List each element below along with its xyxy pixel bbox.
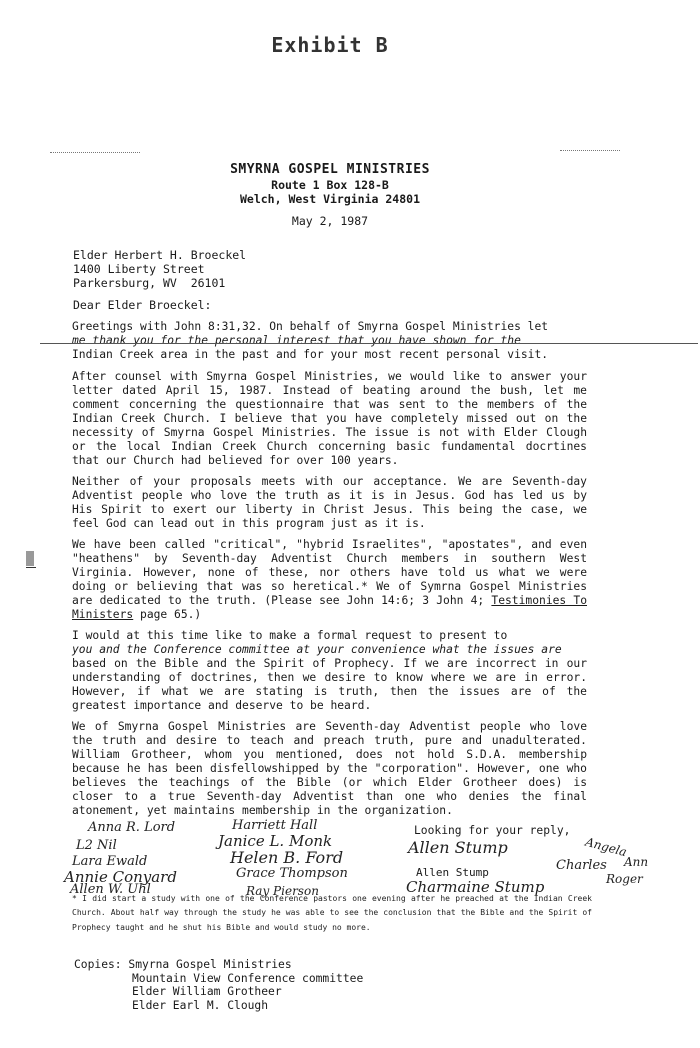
handwritten-signature: Lara Ewald [72,854,148,869]
scan-rule-right [560,150,620,151]
paragraph-1-line-italic: me thank you for the personal interest that you have shown for the [72,334,521,347]
handwritten-signature: Charmaine Stump [406,878,545,896]
copies-recipient: Elder Earl M. Clough [132,998,269,1012]
paragraph-5-line: I would at this time like to make a formal request to present to [72,629,508,642]
recipient-line: Elder Herbert H. Broeckel [73,248,247,262]
paragraph-5-line-italic: you and the Conference committee at your convenience what the issues are [72,643,562,656]
handwritten-signature: Allen Stump [408,838,508,857]
handwritten-signature: Grace Thompson [236,866,348,881]
paragraph-5-text: based on the Bible and the Spirit of Prophecy. If we are incorrect in our understanding of doctrines, then we desire to know where we are in error. However, if what we are stating is truth, then the issues are of the greatest importance and deserve to be heard. [72,657,587,712]
copies-recipient: Mountain View Conference committee [132,971,364,985]
margin-mark [26,567,36,568]
handwritten-signature: Janice L. Monk [218,832,333,850]
handwritten-signature: Annie Conyard [64,868,177,886]
recipient-line: Parkersburg, WV 26101 [73,276,226,290]
recipient-line: 1400 Liberty Street [73,262,205,276]
recipient-address [73,248,246,290]
margin-mark [26,551,34,566]
paragraph-4-page: page 65.) [133,608,202,621]
copies-line [74,958,363,972]
paragraph-2: After counsel with Smyrna Gospel Ministries, we would like to answer your letter dated April 15, 1987. Instead of beating around the bush, let me comment concerning the questionnaire that was sent to the members of the Indian Creek Church. I believe that you have completely missed out on the necessity of Smyrna Gospel Ministries. The issue is not with Elder Clough or the local Indian Creek Church concerning basic fundamental docrtines that our Church had believed for over 100 years. [72,370,587,467]
handwritten-signature: Charles [556,858,607,873]
paragraph-3: Neither of your proposals meets with our acceptance. We are Seventh-day Adventist people who love the truth as it is in Jesus. God has led us by His Spirit to exert our liberty in Christ Jesus. This being the case, we feel God can lead out in this program just as it is. [72,475,587,530]
paragraph-5 [72,629,587,713]
handwritten-signature: Allen W. Uhl [70,882,151,897]
paragraph-1-line: Indian Creek area in the past and for your most recent personal visit. [72,348,549,361]
letterhead-route: Route 1 Box 128-B [271,178,389,192]
copies-label: Copies: [74,958,122,971]
copies-recipient: Smyrna Gospel Ministries [128,958,292,971]
letterhead-city: Welch, West Virginia 24801 [239,192,420,206]
copies-recipient: Elder William Grotheer [132,985,282,998]
handwritten-signature: Anna R. Lord [88,820,176,835]
closing: Looking for your reply, [414,824,571,837]
paragraph-1 [72,320,587,362]
letterhead-org: SMYRNA GOSPEL MINISTRIES [230,162,430,177]
handwritten-signature: L2 Nil [76,838,117,853]
handwritten-signature: Ann [624,855,649,869]
footnote: * I did start a study with one of the Conference pastors one evening after he preached at the Indian Creek Church. About half way through the study he was able to see the conclusion that the Bible and the Spirit of Prophecy taught and he shut his Bible and would study no more. [72,894,592,932]
copies-block [74,958,363,1012]
scan-rule-left [50,152,140,153]
testimonies-reference: Testimonies To Ministers [72,594,588,621]
paragraph-6: We of Smyrna Gospel Ministries are Seventh-day Adventist people who love the truth and desire to teach and preach truth, pure and unadulterated. William Grotheer, whom you mentioned, does not hold S.D.A. membership because he has been disfellowshipped by the "corporation". However, one who believes the teachings of the Bible (or which Elder Grotheer does) is closer to a true Seventh-day Adventist than one who denies the final atonement, yet maintains membership in the organization. [72,720,587,817]
exhibit-title: Exhibit B [271,33,389,57]
handwritten-signature: Helen B. Ford [230,848,344,867]
handwritten-signature: Ray Pierson [246,884,319,898]
scan-line [40,343,698,344]
letter-date: May 2, 1987 [291,214,369,228]
paragraph-4-text: We have been called "critical", "hybrid Israelites", "apostates", and even "heathens" by Seventh-day Adventist Church members in southern West Virginia. However, none of these, nor others have told us what we were doing or believing that was so heretical.* We of Symrna Gospel Ministries are dedicated to the truth. (Please see John 14:6; 3 John 4; [72,538,587,607]
handwritten-signature: Harriett Hall [232,818,318,833]
typed-signature: Allen Stump [416,866,489,879]
paragraph-4 [72,538,587,622]
handwritten-signature: Roger [606,872,643,886]
handwritten-signature: Angela [583,834,629,860]
paragraph-1-line: Greetings with John 8:31,32. On behalf of Smyrna Gospel Ministries let [72,320,549,333]
salutation: Dear Elder Broeckel: [73,298,212,312]
